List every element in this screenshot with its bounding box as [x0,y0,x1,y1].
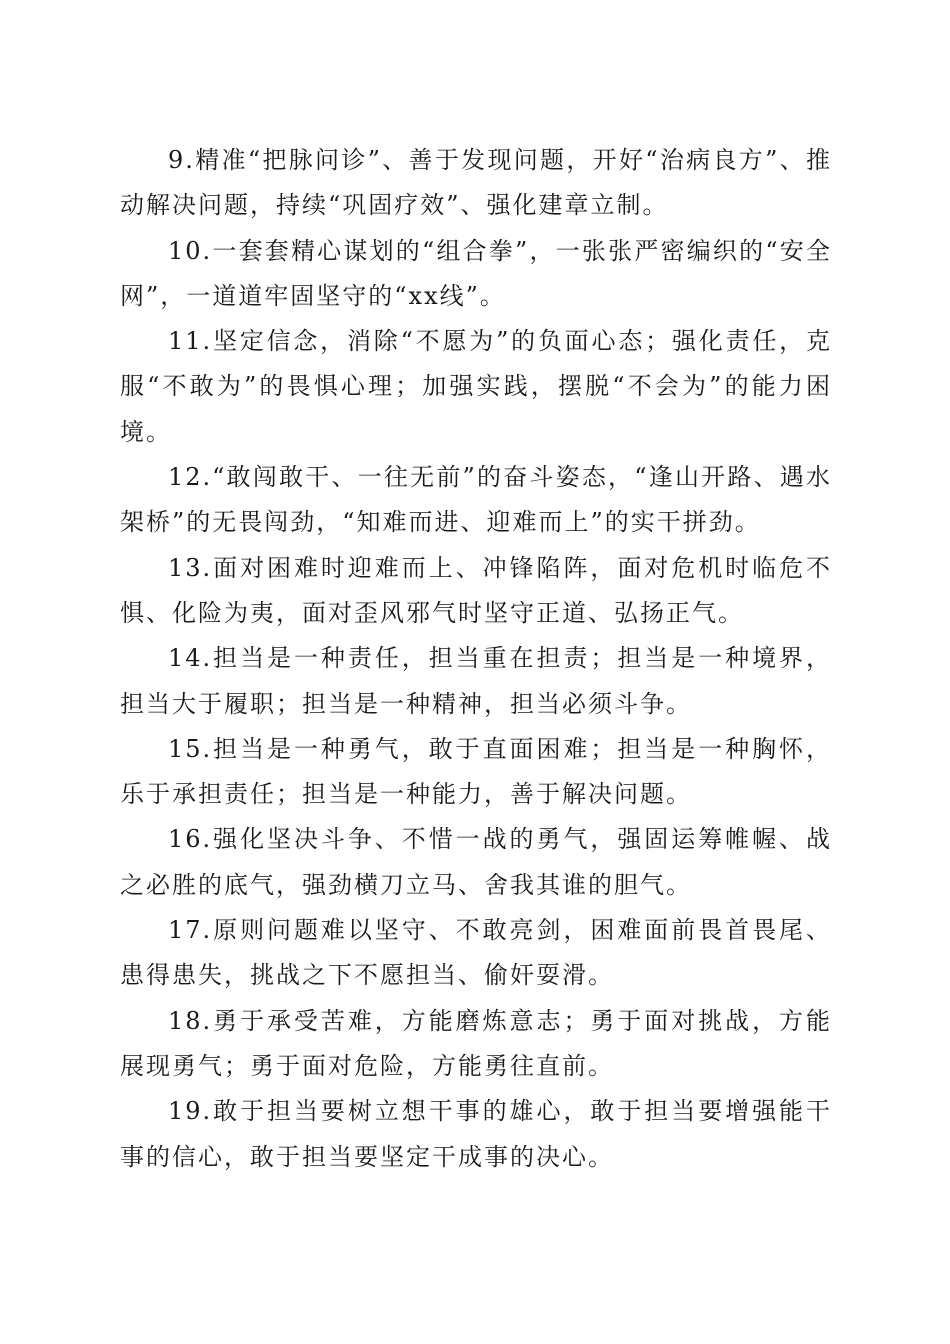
document-body [120,138,832,1180]
paragraph-19: 19.敢于担当要树立想干事的雄心，敢于担当要增强能干事的信心，敢于担当要坚定干成事的决心。 [120,1097,832,1171]
paragraph-16: 16.强化坚决斗争、不惜一战的勇气，强固运筹帷幄、战之必胜的底气，强劲横刀立马、舍我其谁的胆气。 [120,825,832,899]
paragraph-14: 14.担当是一种责任，担当重在担责；担当是一种境界，担当大于履职；担当是一种精神，担当必须斗争。 [120,644,832,718]
paragraph-9: 9.精准“把脉问诊”、善于发现问题，开好“治病良方”、推动解决问题，持续“巩固疗效”、强化建章立制。 [120,146,832,220]
paragraph-15: 15.担当是一种勇气，敢于直面困难；担当是一种胸怀，乐于承担责任；担当是一种能力，善于解决问题。 [120,734,832,809]
paragraph-11: 11.坚定信念，消除“不愿为”的负面心态；强化责任，克服“不敢为”的畏惧心理；加强实践，摆脱“不会为”的能力困境。 [120,327,832,446]
paragraph-13: 13.面对困难时迎难而上、冲锋陷阵，面对危机时临危不惧、化险为夷，面对歪风邪气时坚守正道、弘扬正气。 [120,553,832,627]
paragraph-10: 10.一套套精心谋划的“组合拳”，一张张严密编织的“安全网”，一道道牢固坚守的“xx线”。 [120,236,832,310]
paragraph-17: 17.原则问题难以坚守、不敢亮剑，困难面前畏首畏尾、患得患失，挑战之下不愿担当、偷奸耍滑。 [120,916,832,990]
paragraph-12: 12.“敢闯敢干、一往无前”的奋斗姿态，“逢山开路、遇水架桥”的无畏闯劲，“知难而进、迎难而上”的实干拼劲。 [120,463,832,537]
paragraph-18: 18.勇于承受苦难，方能磨炼意志；勇于面对挑战，方能展现勇气；勇于面对危险，方能勇往直前。 [120,1006,832,1080]
